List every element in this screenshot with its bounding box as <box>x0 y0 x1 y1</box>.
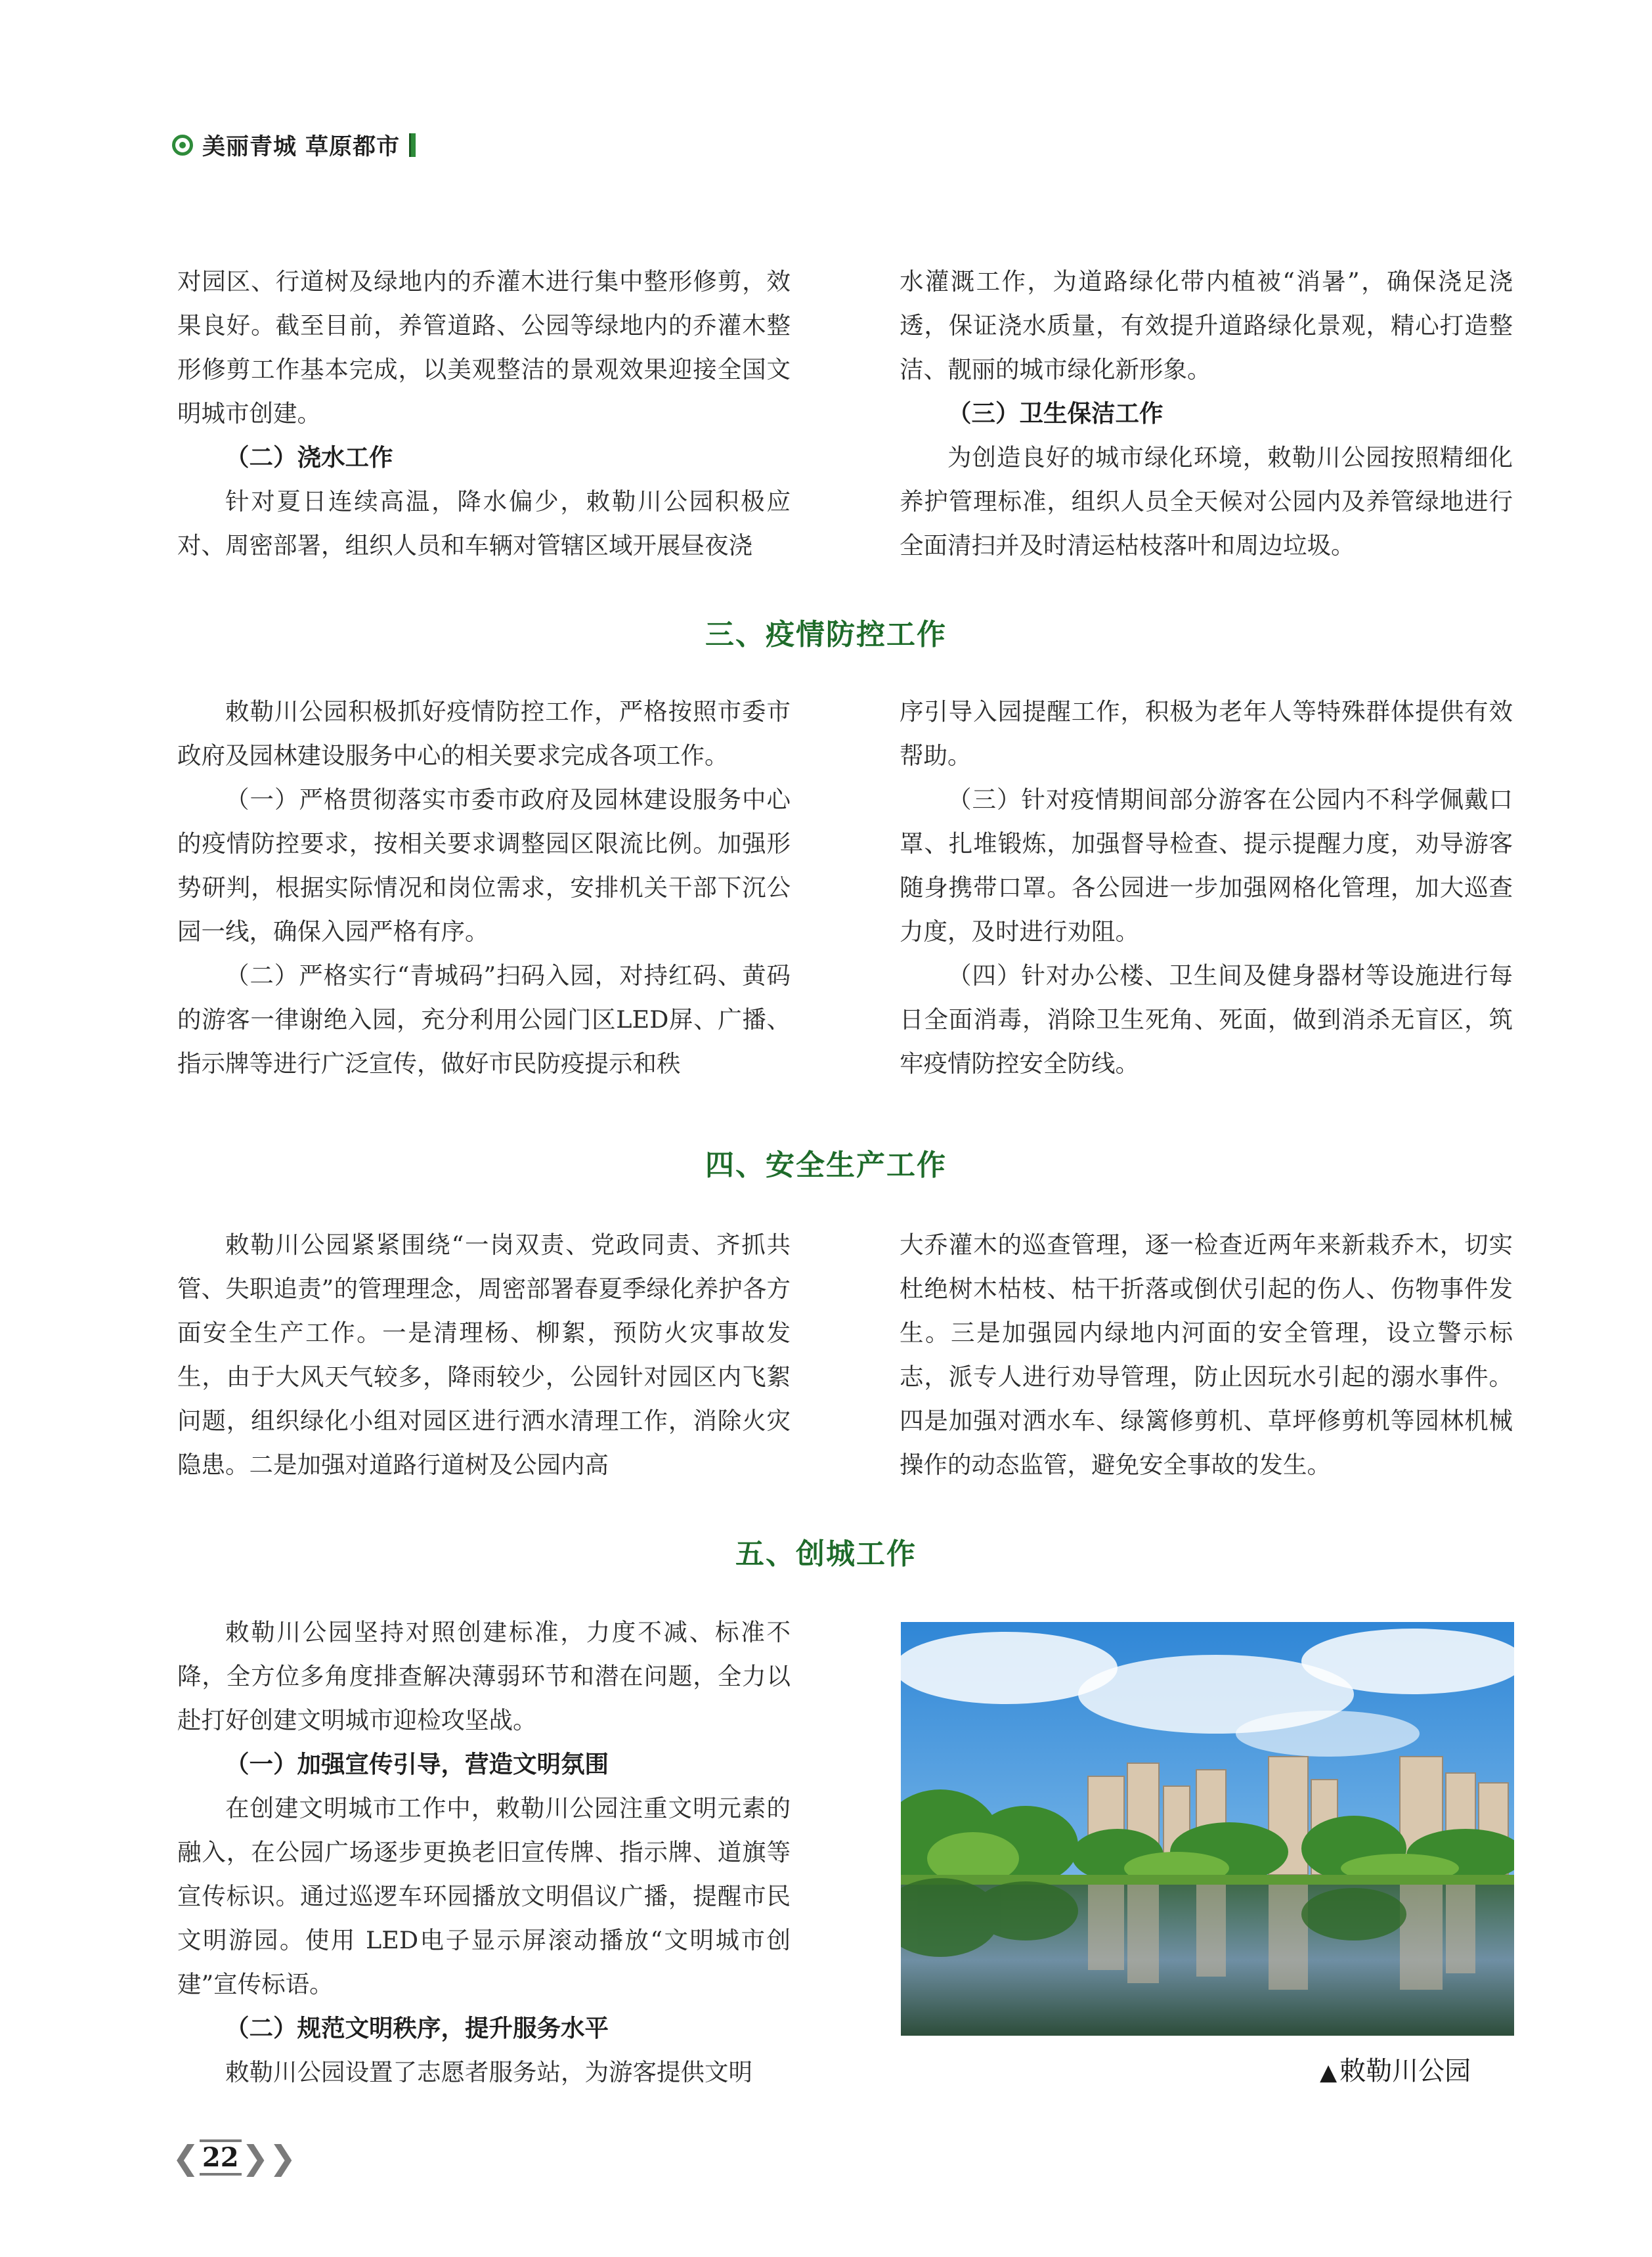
caption-text: 敕勒川公园 <box>1339 2056 1471 2086</box>
paragraph: 为创造良好的城市绿化环境，敕勒川公园按照精细化养护管理标准，组织人员全天候对公园内及养管绿地进行全面清扫并及时清运枯枝落叶和周边垃圾。 <box>900 443 1513 559</box>
block3-left-column <box>177 690 791 1085</box>
paragraph: 序引导入园提醒工作，积极为老年人等特殊群体提供有效帮助。 <box>900 697 1513 770</box>
chevron-right-icon: ❯❯ <box>241 2138 297 2177</box>
page-number <box>172 2139 296 2176</box>
block4-right-column <box>900 1223 1513 1487</box>
paragraph: 针对夏日连续高温，降水偏少，敕勒川公园积极应对、周密部署，组织人员和车辆对管辖区域开展昼夜浇 <box>177 487 791 559</box>
block1-left-column <box>177 259 791 567</box>
paragraph: （四）针对办公楼、卫生间及健身器材等设施进行每日全面消毒，消除卫生死角、死面，做到消杀无盲区，筑牢疫情防控安全防线。 <box>900 961 1513 1078</box>
block3-right-column <box>900 690 1513 1085</box>
header-bar-icon <box>409 133 416 157</box>
park-photo <box>901 1622 1514 2036</box>
paragraph: 敕勒川公园坚持对照创建标准，力度不减、标准不降，全方位多角度排查解决薄弱环节和潜在问题，全力以赴打好创建文明城市迎检攻坚战。 <box>177 1618 791 1734</box>
photo-caption <box>1320 2050 1471 2088</box>
page-number-text: 22 <box>200 2139 242 2176</box>
chevron-left-icon: ❮ <box>172 2138 200 2177</box>
paragraph: 水灌溉工作，为道路绿化带内植被“消暑”，确保浇足浇透，保证浇水质量，有效提升道路绿化景观，精心打造整洁、靓丽的城市绿化新形象。 <box>900 267 1513 383</box>
section-title: 三、疫情防控工作 <box>705 618 947 651</box>
block1-right-column <box>900 259 1513 567</box>
park-photo-illustration <box>901 1622 1514 2036</box>
subheading: （二）浇水工作 <box>225 443 393 471</box>
block4-left-column <box>177 1223 791 1487</box>
paragraph: （一）严格贯彻落实市委市政府及园林建设服务中心的疫情防控要求，按相关要求调整园区限流比例。加强形势研判，根据实际情况和岗位需求，安排机关干部下沉公园一线，确保入园严格有序。 <box>177 785 791 946</box>
paragraph: 对园区、行道树及绿地内的乔灌木进行集中整形修剪，效果良好。截至目前，养管道路、公园等绿地内的乔灌木整形修剪工作基本完成，以美观整洁的景观效果迎接全国文明城市创建。 <box>177 267 791 427</box>
target-circle-icon <box>172 135 193 156</box>
paragraph: 敕勒川公园积极抓好疫情防控工作，严格按照市委市政府及园林建设服务中心的相关要求完成各项工作。 <box>177 697 791 770</box>
section-title: 四、安全生产工作 <box>705 1149 947 1182</box>
triangle-icon: ▲ <box>1320 2059 1337 2086</box>
header-title: 美丽青城 草原都市 <box>202 134 401 160</box>
section-title: 五、创城工作 <box>735 1537 917 1571</box>
paragraph: （二）严格实行“青城码”扫码入园，对持红码、黄码的游客一律谢绝入园，充分利用公园门区LED屏、广播、指示牌等进行广泛宣传，做好市民防疫提示和秩 <box>177 961 791 1078</box>
paragraph: 敕勒川公园紧紧围绕“一岗双责、党政同责、齐抓共管、失职追责”的管理理念，周密部署春夏季绿化养护各方面安全生产工作。一是清理杨、柳絮，预防火灾事故发生，由于大风天气较多，降雨较少，公园针对园区内飞絮问题，组织绿化小组对园区进行洒水清理工作，消除火灾隐患。二是加强对道路行道树及公园内高 <box>177 1231 791 1479</box>
block5-left-column <box>177 1610 791 2094</box>
paragraph: 在创建文明城市工作中，敕勒川公园注重文明元素的融入，在公园广场逐步更换老旧宣传牌、指示牌、道旗等宣传标识。通过巡逻车环园播放文明倡议广播，提醒市民文明游园。使用 LED电子显示屏滚动播放“文明城市创建”宣传标语。 <box>177 1794 791 1998</box>
paragraph: 大乔灌木的巡查管理，逐一检查近两年来新栽乔木，切实杜绝树木枯枝、枯干折落或倒伏引起的伤人、伤物事件发生。三是加强园内绿地内河面的安全管理，设立警示标志，派专人进行劝导管理，防止因玩水引起的溺水事件。四是加强对洒水车、绿篱修剪机、草坪修剪机等园林机械操作的动态监管，避免安全事故的发生。 <box>900 1231 1513 1479</box>
subheading: （二）规范文明秩序，提升服务水平 <box>225 2014 609 2042</box>
subheading: （一）加强宣传引导，营造文明氛围 <box>225 1750 609 1778</box>
paragraph: （三）针对疫情期间部分游客在公园内不科学佩戴口罩、扎堆锻炼，加强督导检查、提示提醒力度，劝导游客随身携带口罩。各公园进一步加强网格化管理，加大巡查力度，及时进行劝阻。 <box>900 785 1513 946</box>
paragraph: 敕勒川公园设置了志愿者服务站，为游客提供文明 <box>225 2058 752 2086</box>
subheading: （三）卫生保洁工作 <box>947 399 1163 427</box>
running-header <box>172 129 416 162</box>
